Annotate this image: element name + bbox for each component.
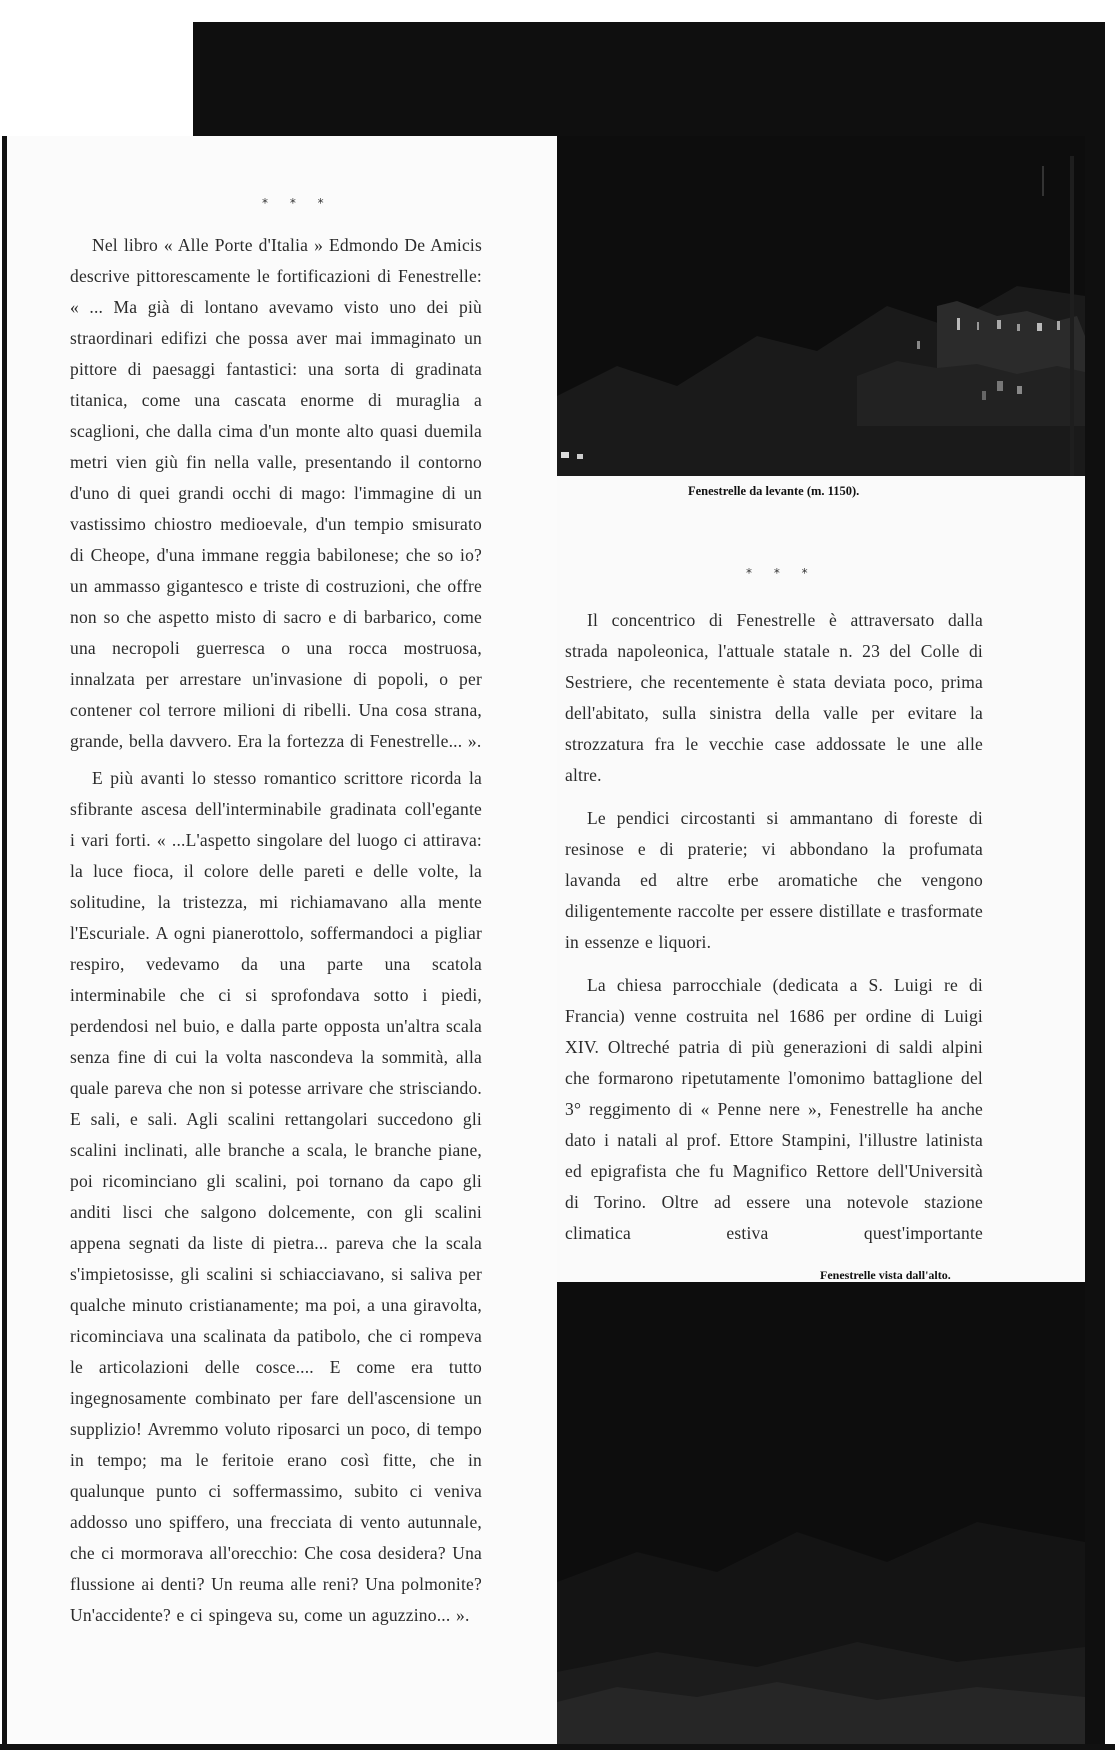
caption-photo-bottom: Fenestrelle vista dall'alto. (820, 1268, 951, 1282)
right-paragraph-2: Le pendici circostanti si ammantano di foreste di resinose e di praterie; vi abbondano la profumata lavanda ed altre erbe aromatiche che vengono diligentemente raccolte per essere distillate e trasformate in essenze e liquori. (565, 808, 983, 952)
right-paragraph-1: Il concentrico di Fenestrelle è attraversato dalla strada napoleonica, l'attuale statale n. 23 del Colle di Sestriere, che recentemente è stata deviata poco, prima dell'abitato, sulla sinistra della valle per evitare la strozzatura fra le vecchie case addossate le une alle altre. (565, 610, 983, 785)
right-text-column (565, 605, 983, 1249)
left-paragraph-1: Nel libro « Alle Porte d'Italia » Edmondo De Amicis descrive pittorescamente le fortificazioni di Fenestrelle: « ... Ma già di lontano avevamo visto uno dei più straordinari edifizi che possa aver mai immaginato un pittore di paesaggi fantastici: una sorta di gradinata titanica, come una cascata enorme di muraglia a scaglioni, che dalla cima d'un monte alto quasi duemila metri vien giù fin nella valle, presentando il contorno d'uno di quei grandi occhi di mago: l'immagine di un vastissimo chiostro medioevale, d'un tempio smisurato di Cheope, d'una immane reggia babilonese; che so io? un ammasso gigantesco e triste di costruzioni, che offre non so che aspetto misto di sacro e di barbarico, come una necropoli guerresca o una rocca mostruosa, innalzata per arrestare un'invasione di popoli, o per contener col terrore milioni di ribelli. Una cosa strana, grande, bella davvero. Era la fortezza di Fenestrelle... ». (70, 235, 482, 751)
left-text-column (70, 230, 482, 1631)
bottom-rule (0, 1744, 1115, 1750)
photo-top-landscape (557, 136, 1085, 476)
top-dark-band (193, 22, 1105, 147)
caption-photo-top: Fenestrelle da levante (m. 1150). (688, 484, 860, 498)
photo-fenestrelle-vista-dall-alto (557, 1282, 1085, 1744)
left-paragraph-2: E più avanti lo stesso romantico scrittore ricorda la sfibrante ascesa dell'interminabile gradinata coll'egante i vari forti. « ...L'aspetto singolare del luogo ci attirava: la luce fioca, il colore delle pareti e delle volte, la solitudine, la tristezza, mi richiamavano alla mente l'Escuriale. A ogni pianerottolo, soffermandoci a pigliar respiro, vedevamo da una parte una scatola interminabile che ci si sprofondava sotto i piedi, perdendosi nel buio, e dalla parte opposta un'altra scala senza fine di cui la volta nascondeva la sommità, alla quale pareva che non si potesse arrivare che strisciando. E sali, e sali. Agli scalini rettangolari succedono gli scalini inclinati, alle branche a scala, le branche piane, poi ricominciano gli scalini, poi tornano da capo gli anditi lisci che salgono dolcemente, con gli scalini appena segnati da liste di pietra... pareva che la scala s'impietosisse, gli scalini si schiacciavano, si saliva per qualche minuto cristianamente; ma poi, a una giravolta, ricominciava una scalinata da patibolo, che ci rompeva le articolazioni delle cosce.... E come era tutto ingegnosamente combinato per fare dell'ascensione un supplizio! Avremmo voluto riposarci un poco, di tempo in tempo; ma le feritoie erano così fitte, che in qualunque punto ci soffermassimo, subito ci veniva addosso uno spiffero, una frecciata di vento autunnale, che ci mormorava all'orecchio: Che cosa desidera? Una flussione ai denti? Un reuma alle reni? Una polmonite? Un'accidente? e ci spingeva su, come un aguzzino... ». (70, 768, 482, 1625)
right-dark-strip (1085, 136, 1105, 1744)
section-separator-right: * * * (746, 566, 817, 580)
right-paragraph-3: La chiesa parrocchiale (dedicata a S. Luigi re di Francia) venne costruita nel 1686 per ordine di Luigi XIV. Oltreché patria di più generazioni di saldi alpini che formarono ripetutamente l'omonimo battaglione del 3° reggimento di « Penne nere », Fenestrelle ha anche dato i natali al prof. Ettore Stampini, l'illustre latinista ed epigrafista che fu Magnifico Rettore dell'Università di Torino. Oltre ad essere una notevole stazione climatica estiva quest'importante (565, 975, 983, 1243)
photo-bottom-landscape (557, 1282, 1085, 1744)
photo-fenestrelle-da-levante (557, 136, 1085, 476)
section-separator-left: * * * (262, 196, 333, 210)
